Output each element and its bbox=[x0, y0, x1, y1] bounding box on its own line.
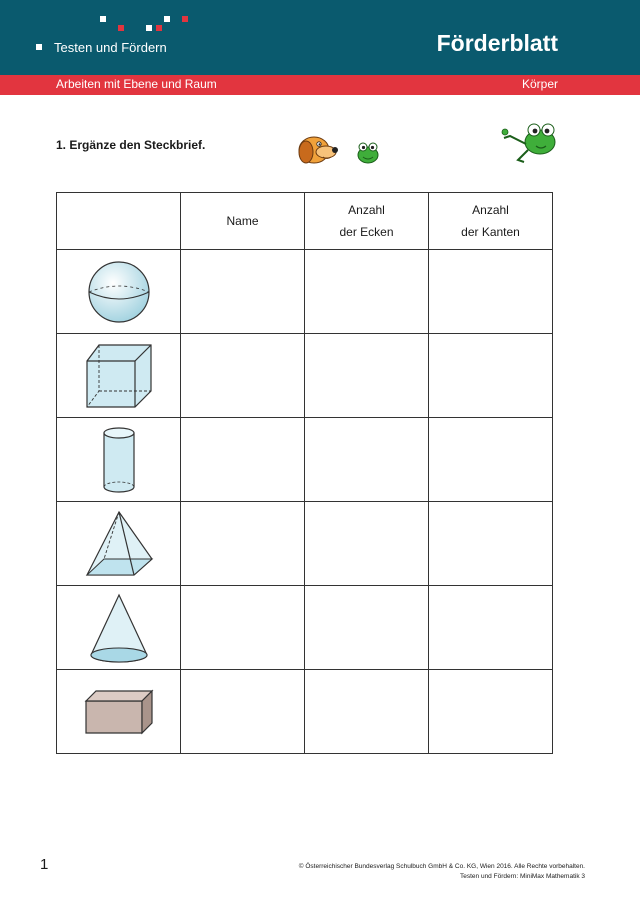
header-cell-edges bbox=[429, 193, 553, 250]
header-name-label: Name bbox=[226, 214, 259, 228]
table-row bbox=[57, 670, 553, 754]
corners-cell[interactable] bbox=[305, 334, 429, 418]
corners-cell[interactable] bbox=[305, 502, 429, 586]
name-cell[interactable] bbox=[181, 250, 305, 334]
sphere-icon bbox=[86, 258, 152, 326]
frog-mascot-small-icon bbox=[354, 140, 382, 166]
header-corners-line1: Anzahl bbox=[348, 203, 385, 217]
shape-cell bbox=[57, 502, 181, 586]
name-cell[interactable] bbox=[181, 586, 305, 670]
page-title: Förderblatt bbox=[436, 30, 558, 56]
footer-credits bbox=[299, 862, 585, 882]
name-cell[interactable] bbox=[181, 418, 305, 502]
page-number: 1 bbox=[40, 856, 49, 873]
name-cell[interactable] bbox=[181, 334, 305, 418]
corners-cell[interactable] bbox=[305, 418, 429, 502]
frog-mascot-jumping-icon bbox=[500, 120, 562, 164]
dog-mascot-icon bbox=[292, 130, 340, 168]
edges-cell[interactable] bbox=[429, 586, 553, 670]
name-cell[interactable] bbox=[181, 670, 305, 754]
header-cell-name bbox=[181, 193, 305, 250]
header-edges-line1: Anzahl bbox=[472, 203, 509, 217]
table-row bbox=[57, 250, 553, 334]
corners-cell[interactable] bbox=[305, 670, 429, 754]
edges-cell[interactable] bbox=[429, 670, 553, 754]
cylinder-icon bbox=[99, 425, 139, 495]
table-row bbox=[57, 586, 553, 670]
brand-logo bbox=[36, 16, 196, 60]
subtopic-label: Körper bbox=[521, 77, 558, 91]
header-bar bbox=[0, 0, 640, 75]
header-cell-corners bbox=[305, 193, 429, 250]
corners-cell[interactable] bbox=[305, 586, 429, 670]
shape-cell bbox=[57, 334, 181, 418]
edges-cell[interactable] bbox=[429, 334, 553, 418]
cube-icon bbox=[83, 341, 155, 411]
task-instruction: 1. Ergänze den Steckbrief. bbox=[56, 138, 206, 152]
pyramid-icon bbox=[84, 509, 154, 579]
topic-band bbox=[0, 75, 640, 95]
name-cell[interactable] bbox=[181, 502, 305, 586]
edges-cell[interactable] bbox=[429, 418, 553, 502]
shape-cell bbox=[57, 670, 181, 754]
header-corners-line2: der Ecken bbox=[339, 225, 394, 239]
copyright-text: © Österreichischer Bundesverlag Schulbuch GmbH & Co. KG, Wien 2016. Alle Rechte vorbehalten. bbox=[298, 863, 585, 870]
shape-cell bbox=[57, 250, 181, 334]
corners-cell[interactable] bbox=[305, 250, 429, 334]
table-row bbox=[57, 502, 553, 586]
cone-icon bbox=[87, 592, 151, 664]
cuboid-icon bbox=[82, 689, 156, 735]
source-text: Testen und Fördern: MiniMax Mathematik 3 bbox=[460, 873, 585, 880]
brand-label: Testen und Fördern bbox=[54, 40, 167, 55]
topic-label: Arbeiten mit Ebene und Raum bbox=[56, 77, 217, 91]
table-row bbox=[57, 334, 553, 418]
header-edges-line2: der Kanten bbox=[461, 225, 520, 239]
table-row bbox=[57, 418, 553, 502]
header-cell-shape bbox=[57, 193, 181, 250]
edges-cell[interactable] bbox=[429, 502, 553, 586]
edges-cell[interactable] bbox=[429, 250, 553, 334]
table-header-row bbox=[57, 193, 553, 250]
steckbrief-table bbox=[56, 192, 553, 754]
shape-cell bbox=[57, 586, 181, 670]
shape-cell bbox=[57, 418, 181, 502]
